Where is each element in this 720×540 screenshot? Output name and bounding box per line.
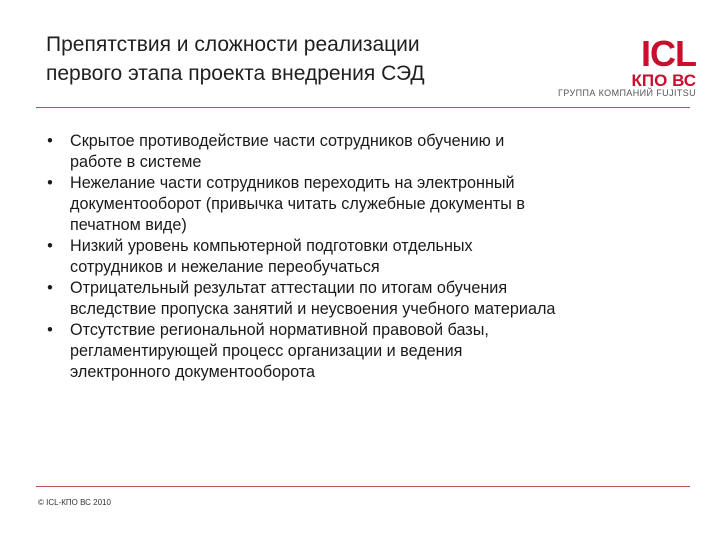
slide-title [46, 30, 526, 88]
list-item [44, 173, 694, 236]
company-logo [556, 34, 702, 104]
slide-title-line-2: первого этапа проекта внедрения СЭД [46, 62, 425, 85]
footer-copyright: © ICL-КПО ВС 2010 [38, 498, 111, 507]
list-item-text: Низкий уровень компьютерной подготовки отдельных сотрудников и нежелание переобучаться [70, 237, 473, 276]
header-divider [36, 107, 690, 108]
icl-logo-icon [600, 34, 698, 96]
list-item [44, 131, 694, 173]
list-item [44, 278, 694, 320]
bullet-marker: • [47, 174, 53, 192]
bullet-marker: • [47, 132, 53, 150]
list-item-text: Нежелание части сотрудников переходить на электронный документооборот (привычка читать служебные документы в печатном виде) [70, 174, 525, 234]
list-item-text: Отрицательный результат аттестации по итогам обучения вследствие пропуска занятий и неусвоения учебного материала [70, 279, 556, 318]
logo-tagline: ГРУППА КОМПАНИЙ FUJITSU [558, 88, 697, 98]
list-item [44, 320, 694, 383]
list-item-text: Скрытое противодействие части сотрудников обучению и работе в системе [70, 132, 505, 171]
footer-divider [36, 486, 690, 487]
logo-sub-text: КПО ВС [631, 71, 696, 90]
bullet-list [44, 131, 694, 383]
slide-title-line-1: Препятствия и сложности реализации [46, 33, 420, 56]
list-item-text: Отсутствие региональной нормативной правовой базы, регламентирующей процесс организации и ведения электронного документооборота [70, 321, 489, 381]
bullet-marker: • [47, 321, 53, 339]
bullet-marker: • [47, 237, 53, 255]
list-item [44, 236, 694, 278]
logo-mark-text: ICL [641, 34, 696, 74]
bullet-marker: • [47, 279, 53, 297]
